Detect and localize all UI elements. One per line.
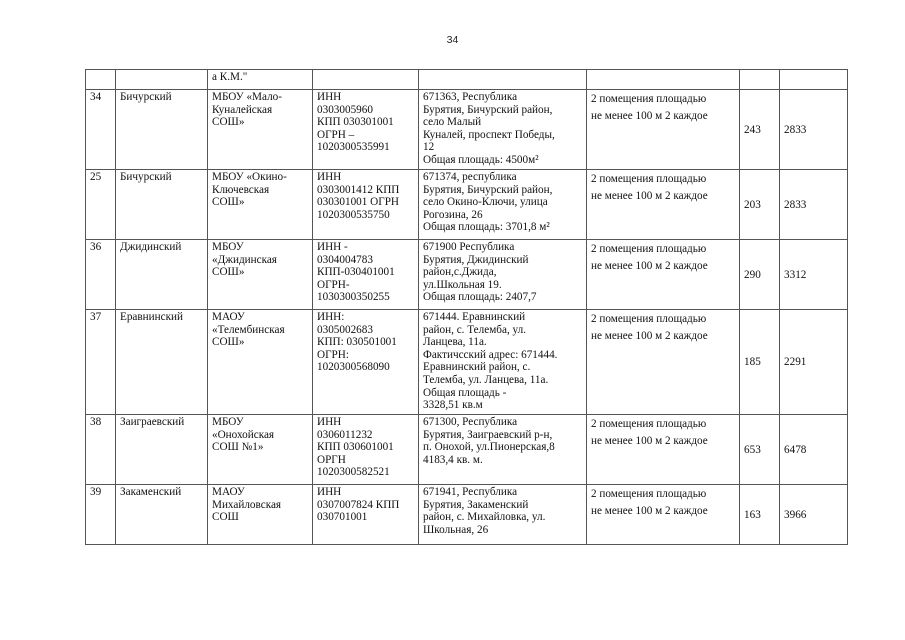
cell-line: МАОУ xyxy=(212,311,245,323)
cell-line: 1020300535991 xyxy=(317,141,390,154)
cell-address xyxy=(419,70,587,90)
cell-value-1 xyxy=(740,70,780,90)
cell-line: 671444. Еравнинский xyxy=(423,311,526,323)
table-row xyxy=(86,90,848,170)
table-row xyxy=(86,240,848,310)
cell-district: Джидинский xyxy=(116,240,208,310)
cell-line: район, с. Михайловка, ул. xyxy=(423,511,546,524)
cell-name xyxy=(208,485,313,545)
cell-line: МАОУ xyxy=(212,486,245,498)
cell-line: село Малый xyxy=(423,116,482,129)
cell-line: Куналейская xyxy=(212,103,273,116)
page-number: 34 xyxy=(446,34,459,46)
cell-district: Бичурский xyxy=(116,90,208,170)
cell-value-1: 243 xyxy=(740,90,780,170)
cell-line: СОШ» xyxy=(212,336,245,349)
cell-line: Бурятия, Заиграевский р-н, xyxy=(423,428,553,441)
cell-district xyxy=(116,70,208,90)
cell-line: «Телембинская xyxy=(212,323,285,336)
cell-line: ул.Школьная 19. xyxy=(423,278,502,291)
cell-line: ОГРН: xyxy=(317,348,349,361)
cell-value-2: 3312 xyxy=(780,240,848,310)
cell-value-1: 653 xyxy=(740,415,780,485)
cell-line: 030701001 xyxy=(317,511,368,524)
cell-line: МБОУ «Окино- xyxy=(212,171,287,183)
cell-line: МБОУ xyxy=(212,241,244,253)
cell-value-2 xyxy=(780,70,848,90)
cell-line: 2 помещения площадью xyxy=(591,488,707,500)
cell-district: Закаменский xyxy=(116,485,208,545)
cell-address xyxy=(419,90,587,170)
cell-line: 671941, Республика xyxy=(423,486,518,498)
cell-line: СОШ xyxy=(212,511,239,524)
cell-num: 39 xyxy=(86,485,116,545)
cell-district: Еравнинский xyxy=(116,310,208,415)
cell-line: 1030300350255 xyxy=(317,291,390,304)
cell-line: не менее 100 м 2 каждое xyxy=(591,435,708,447)
area-line: Общая площадь: 4500м² xyxy=(423,153,539,166)
cell-line: не менее 100 м 2 каждое xyxy=(591,260,708,272)
cell-line: СОШ» xyxy=(212,266,245,279)
cell-requirement xyxy=(587,170,740,240)
cell-line: не менее 100 м 2 каждое xyxy=(591,110,708,122)
cell-address xyxy=(419,170,587,240)
cell-line: 0306011232 xyxy=(317,428,373,441)
cell-line: ОРГН xyxy=(317,453,346,466)
cell-num: 38 xyxy=(86,415,116,485)
cell-line: ИНН xyxy=(317,171,342,183)
cell-line: Общая площадь - xyxy=(423,386,507,399)
cell-line: не менее 100 м 2 каждое xyxy=(591,190,708,202)
cell-line: ИНН - xyxy=(317,241,348,253)
cell-address xyxy=(419,310,587,415)
area-line: Общая площадь: 3701,8 м² xyxy=(423,221,550,234)
cell-value-2: 2833 xyxy=(780,170,848,240)
cell-line: МБОУ xyxy=(212,416,244,428)
cell-line: МБОУ «Мало- xyxy=(212,91,282,103)
cell-requirement xyxy=(587,70,740,90)
cell-line: КПП-030401001 xyxy=(317,266,395,279)
cell-reg xyxy=(313,415,419,485)
cell-district: Заиграевский xyxy=(116,415,208,485)
cell-name xyxy=(208,310,313,415)
cell-line: район,с.Джида, xyxy=(423,266,497,279)
cell-line: Бурятия, Бичурский район, xyxy=(423,103,553,116)
cell-line: КПП 030601001 xyxy=(317,441,394,454)
cell-line: «Джидинская xyxy=(212,253,277,266)
cell-line: 2 помещения площадью xyxy=(591,243,707,255)
cell-line: Рогозина, 26 xyxy=(423,208,483,221)
cell-name xyxy=(208,90,313,170)
cell-requirement xyxy=(587,415,740,485)
cell-name xyxy=(208,415,313,485)
cell-num: 34 xyxy=(86,90,116,170)
cell-line: 1020300568090 xyxy=(317,361,390,374)
cell-address xyxy=(419,415,587,485)
schools-table xyxy=(85,69,848,545)
cell-num xyxy=(86,70,116,90)
cell-line: 2 помещения площадью xyxy=(591,313,707,325)
cell-value-2: 6478 xyxy=(780,415,848,485)
cell-line: 0305002683 xyxy=(317,323,373,336)
cell-line: 0304004783 xyxy=(317,253,373,266)
cell-requirement xyxy=(587,310,740,415)
table-row xyxy=(86,310,848,415)
cell-line: Ланцева, 11а. xyxy=(423,336,487,349)
cell-line: 12 xyxy=(423,141,435,154)
cell-line: 671900 Республика xyxy=(423,241,515,253)
cell-line: 2 помещения площадью xyxy=(591,418,707,430)
cell-reg xyxy=(313,310,419,415)
table-row xyxy=(86,170,848,240)
cell-num: 36 xyxy=(86,240,116,310)
cell-line: не менее 100 м 2 каждое xyxy=(591,505,708,517)
cell-line: СОШ» xyxy=(212,116,245,129)
cell-line: Ключевская xyxy=(212,183,270,196)
area-line: Общая площадь: 2407,7 xyxy=(423,291,537,304)
cell-line: район, с. Телемба, ул. xyxy=(423,323,527,336)
cell-line: ОГРН- xyxy=(317,278,350,291)
cell-address xyxy=(419,240,587,310)
cell-value-1: 163 xyxy=(740,485,780,545)
table-row xyxy=(86,485,848,545)
cell-requirement xyxy=(587,485,740,545)
cell-line: СОШ» xyxy=(212,196,245,209)
cell-line: 1020300582521 xyxy=(317,466,390,479)
cell-line: КПП: 030501001 xyxy=(317,336,397,349)
cell-line: Фактичсский адрес: 671444. xyxy=(423,348,558,361)
cell-line: 671300, Республика xyxy=(423,416,518,428)
cell-line: 030301001 ОГРН xyxy=(317,196,399,209)
cell-line: Михайловская xyxy=(212,498,282,511)
cell-line: СОШ №1» xyxy=(212,441,264,454)
cell-value-2: 2833 xyxy=(780,90,848,170)
cell-line: Школьная, 26 xyxy=(423,523,489,536)
cell-line: 0303001412 КПП xyxy=(317,183,400,196)
cell-line: 671363, Республика xyxy=(423,91,518,103)
cell-line: Телемба, ул. Ланцева, 11а. xyxy=(423,373,549,386)
cell-requirement xyxy=(587,90,740,170)
cell-line: село Окино-Ключи, улица xyxy=(423,196,548,209)
cell-line: Бурятия, Джидинский xyxy=(423,253,529,266)
cell-value-2: 2291 xyxy=(780,310,848,415)
cell-line: ИНН: xyxy=(317,311,345,323)
cell-name xyxy=(208,170,313,240)
cell-line: 1020300535750 xyxy=(317,208,390,221)
cell-line: КПП 030301001 xyxy=(317,116,394,129)
cell-line: 671374, республика xyxy=(423,171,517,183)
cell-line: 2 помещения площадью xyxy=(591,173,707,185)
table-row xyxy=(86,415,848,485)
cell-line: Бурятия, Закаменский xyxy=(423,498,529,511)
cell-address xyxy=(419,485,587,545)
table-row-continuation xyxy=(86,70,848,90)
cell-line: п. Онохой, ул.Пионерская,8 xyxy=(423,441,555,454)
cell-reg xyxy=(313,90,419,170)
cell-line: «Онохойская xyxy=(212,428,275,441)
cell-reg xyxy=(313,240,419,310)
cell-name xyxy=(208,70,313,90)
cell-text: а К.М." xyxy=(212,71,248,83)
cell-reg xyxy=(313,485,419,545)
area-line: 3328,51 кв.м xyxy=(423,399,483,412)
cell-line: ИНН xyxy=(317,486,342,498)
cell-line: ИНН xyxy=(317,91,342,103)
cell-num: 25 xyxy=(86,170,116,240)
cell-value-2: 3966 xyxy=(780,485,848,545)
cell-line: ИНН xyxy=(317,416,342,428)
cell-line: Бурятия, Бичурский район, xyxy=(423,183,553,196)
cell-line: Куналей, проспект Победы, xyxy=(423,128,555,141)
cell-line: 4183,4 кв. м. xyxy=(423,453,483,466)
cell-line: ОГРН – xyxy=(317,128,355,141)
cell-value-1: 203 xyxy=(740,170,780,240)
cell-value-1: 185 xyxy=(740,310,780,415)
cell-requirement xyxy=(587,240,740,310)
cell-line: Еравнинский район, с. xyxy=(423,361,531,374)
cell-district: Бичурский xyxy=(116,170,208,240)
cell-value-1: 290 xyxy=(740,240,780,310)
cell-reg xyxy=(313,70,419,90)
cell-line: 0303005960 xyxy=(317,103,373,116)
cell-num: 37 xyxy=(86,310,116,415)
cell-reg xyxy=(313,170,419,240)
cell-line: 0307007824 КПП xyxy=(317,498,400,511)
cell-line: 2 помещения площадью xyxy=(591,93,707,105)
cell-line: не менее 100 м 2 каждое xyxy=(591,330,708,342)
cell-name xyxy=(208,240,313,310)
